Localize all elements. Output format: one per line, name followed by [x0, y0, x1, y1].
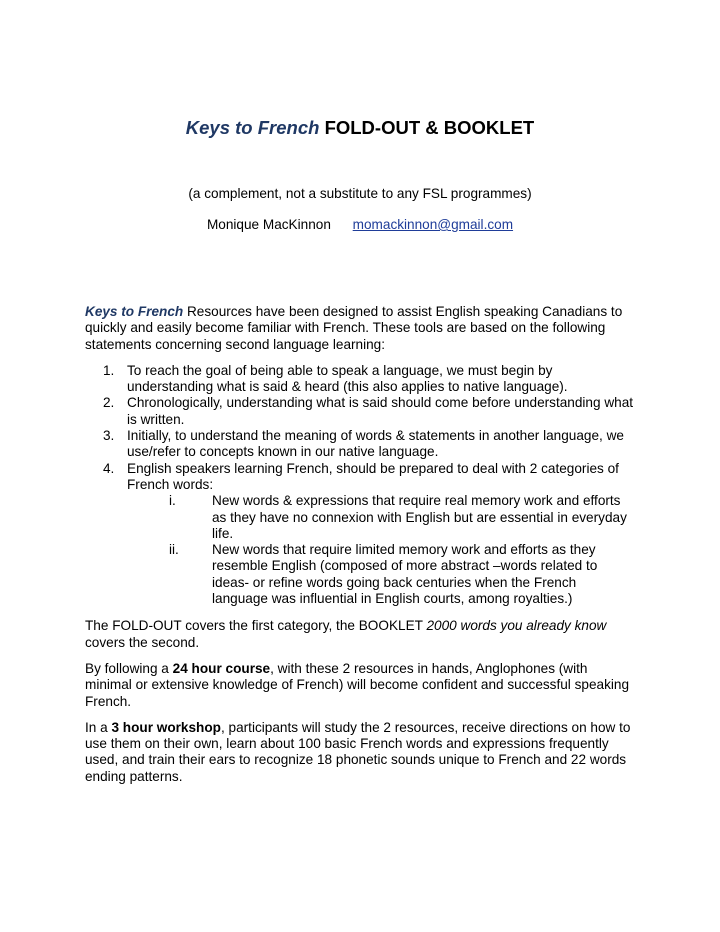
- intro-paragraph: [85, 304, 635, 353]
- list-item-text: English speakers learning French, should be prepared to deal with 2 categories of French words:: [127, 460, 619, 492]
- sublist-item: [85, 493, 635, 542]
- document-title: [0, 116, 720, 140]
- course-after: , with these 2 resources in hands, Anglophones (with minimal or extensive knowledge of French) will become confident and successful speaking French.: [85, 660, 630, 709]
- course-duration: 24 hour course: [172, 660, 271, 676]
- statements-list: [85, 363, 635, 607]
- contact-line: [0, 217, 720, 233]
- list-item: [85, 395, 635, 428]
- list-item-number: 2.: [103, 395, 115, 411]
- author-email-link[interactable]: momackinnon@gmail.com: [352, 217, 514, 232]
- sublist-item-number: ii.: [169, 542, 179, 558]
- title-brand: Keys to French: [185, 117, 320, 138]
- intro-text: Resources have been designed to assist English speaking Canadians to quickly and easily become familiar with French. These tools are based on the following statements concerning second language learning:: [85, 304, 623, 352]
- foldout-paragraph: [85, 618, 635, 651]
- workshop-before: In a: [85, 719, 112, 735]
- list-item: [85, 428, 635, 461]
- list-item-number: 4.: [103, 460, 115, 476]
- booklet-title: 2000 words you already know: [426, 618, 607, 634]
- sublist-item-text: New words that require limited memory work and efforts as they resemble English (composed of more abstract –words related to ideas- or refine words going back centuries when the French language was influential in English courts, among royalties.): [212, 542, 598, 607]
- workshop-paragraph: [85, 720, 635, 785]
- course-paragraph: [85, 661, 635, 710]
- list-item-text: To reach the goal of being able to speak a language, we must begin by understanding what is said & heard (this also applies to native language).: [127, 362, 568, 395]
- list-item-text: Initially, to understand the meaning of words & statements in another language, we use/refer to concepts known in our native language.: [127, 428, 624, 460]
- intro-brand: Keys to French: [85, 304, 184, 319]
- list-item: [85, 461, 635, 608]
- sublist-item-text: New words & expressions that require real memory work and efforts as they have no connexion with English but are essential in everyday life.: [212, 493, 627, 541]
- categories-sublist: [127, 493, 635, 607]
- list-item-text: Chronologically, understanding what is said should come before understanding what is written.: [127, 395, 634, 427]
- sublist-item-number: i.: [169, 493, 176, 509]
- title-rest: FOLD-OUT & BOOKLET: [324, 117, 535, 138]
- sublist-item: [85, 542, 635, 607]
- course-before: By following a: [85, 660, 173, 676]
- list-item-number: 3.: [103, 428, 115, 444]
- workshop-after: , participants will study the 2 resources, receive directions on how to use them on their own, learn about 100 basic French words and expressions frequently used, and train their ears to recognize 18 phonetic sounds unique to French and 22 words ending patterns.: [85, 719, 631, 784]
- document-body: [85, 304, 635, 785]
- author-name: Monique MacKinnon: [206, 217, 331, 232]
- list-item-number: 1.: [103, 362, 115, 378]
- document-subtitle: (a complement, not a substitute to any FSL programmes): [188, 186, 532, 201]
- foldout-after: covers the second.: [85, 634, 200, 650]
- workshop-duration: 3 hour workshop: [111, 719, 221, 735]
- foldout-before: The FOLD-OUT covers the first category, the BOOKLET: [85, 618, 427, 634]
- list-item: [85, 363, 635, 396]
